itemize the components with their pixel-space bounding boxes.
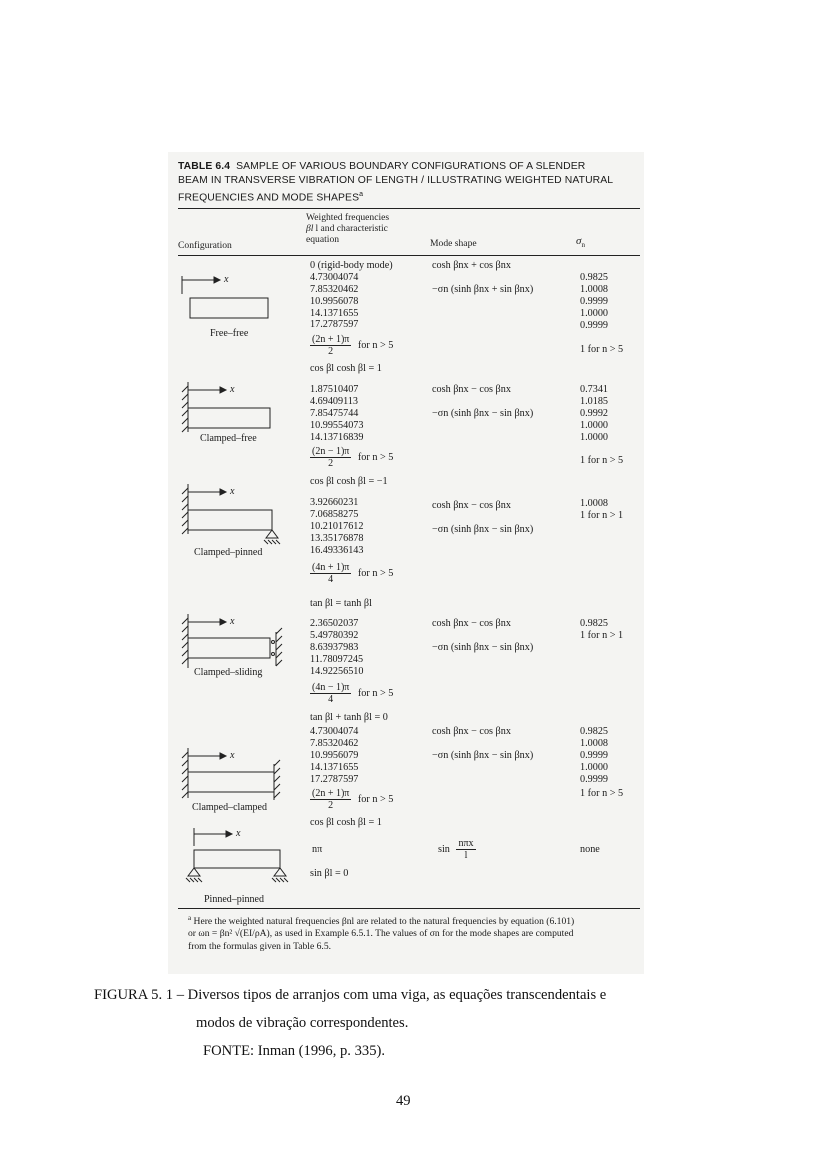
freq-formula-free-free: $\frac{(2n + 1)\pi}{2}$ for n > 5: [312, 334, 394, 357]
mode-pinned-pinned: sin $\frac{\text{nπx}}{l}$: [438, 838, 474, 861]
page-number: 49: [396, 1093, 411, 1109]
mode-clamped-clamped-1: cosh βnx − cos βnx: [432, 726, 511, 737]
table-title-line1: SAMPLE OF VARIOUS BOUNDARY CONFIGURATIONS OF A SLENDER: [236, 161, 586, 172]
freq-pinned-pinned: nπ: [312, 844, 323, 855]
table-footnote: $^a$ Here the weighted natural frequencies βnl are related to the natural frequencies by equation (6.101) or ωn = βn² √(EI/ρA), as used in Example 6.5.1. The values of σn for the mode shapes are computed from the formulas given in Table 6.5.: [188, 914, 575, 952]
header-bottom-rule: [178, 255, 640, 256]
table-bottom-rule: [178, 908, 640, 909]
mode-clamped-sliding-1: cosh βnx − cos βnx: [432, 618, 511, 629]
sigmas-clamped-pinned: 1.0008 1 for n > 1: [580, 498, 624, 521]
char-eq-clamped-clamped: cos βl cosh βl = 1: [310, 817, 382, 828]
sigma-pinned-pinned: none: [580, 844, 600, 855]
mode-clamped-pinned-2: −σn (sinh βnx − sin βnx): [432, 524, 534, 535]
table-number: TABLE 6.4: [178, 161, 231, 172]
sigma-free-free-limit: 1 for n > 5: [580, 344, 624, 355]
mode-clamped-clamped-2: −σn (sinh βnx − sin βnx): [432, 750, 534, 761]
freq-formula-clamped-sliding: $\frac{(4n - 1)\pi}{4}$ for n > 5: [312, 682, 394, 705]
char-eq-pinned-pinned: sin βl = 0: [310, 868, 349, 879]
table-title-line3: FREQUENCIES AND MODE SHAPES: [178, 192, 360, 204]
sigmas-clamped-sliding: 0.9825 1 for n > 1: [580, 618, 624, 641]
sigmas-clamped-clamped: 0.9825 1.0008 0.9999 1.0000 0.9999: [580, 726, 609, 785]
char-eq-clamped-pinned: tan βl = tanh βl: [310, 598, 372, 609]
figure-caption-line1: FIGURA 5. 1 – Diversos tipos de arranjos com uma viga, as equações transcendentais e: [94, 987, 607, 1003]
char-eq-free-free: cos βl cosh βl = 1: [310, 363, 382, 374]
sigma-clamped-clamped-limit: 1 for n > 5: [580, 788, 624, 799]
header-configuration: Configuration: [178, 240, 232, 251]
freqs-clamped-free: 1.87510407 4.69409113 7.85475744 10.99554073 14.13716839: [310, 384, 364, 443]
char-eq-clamped-free: cos βl cosh βl = −1: [310, 476, 388, 487]
sigmas-clamped-free: 0.7341 1.0185 0.9992 1.0000 1.0000: [580, 384, 609, 443]
freqs-clamped-sliding: 2.36502037 5.49780392 8.63937983 11.78097245 14.92256510: [310, 618, 364, 677]
mode-clamped-sliding-2: −σn (sinh βnx − sin βnx): [432, 642, 534, 653]
clamped-pinned-beam-diagram: [180, 482, 290, 546]
freq-formula-clamped-pinned: $\frac{(4n + 1)\pi}{4}$ for n > 5: [312, 562, 394, 585]
table-title: TABLE 6.4 SAMPLE OF VARIOUS BOUNDARY CONFIGURATIONS OF A SLENDER BEAM IN TRANSVERSE VIBRATION OF LENGTH / ILLUSTRATING WEIGHTED NATURAL FREQUENCIES AND MODE SHAPES$^a$: [178, 161, 614, 204]
config-label-clamped-pinned: Clamped–pinned: [194, 547, 263, 558]
char-eq-clamped-sliding: tan βl + tanh βl = 0: [310, 712, 388, 723]
figure-caption-line2: modos de vibração correspondentes.: [196, 1015, 409, 1031]
header-top-rule: [178, 208, 640, 209]
mode-free-free-1: cosh βnx + cos βnx: [432, 260, 511, 271]
clamped-clamped-beam-diagram: [180, 746, 290, 810]
config-label-free-free: Free–free: [210, 328, 249, 339]
scanned-table-image: TABLE 6.4 SAMPLE OF VARIOUS BOUNDARY CONFIGURATIONS OF A SLENDER BEAM IN TRANSVERSE VIBRATION OF LENGTH / ILLUSTRATING WEIGHTED NATURAL FREQUENCIES AND MODE SHAPES$^a$ Configuration Weighted frequencies βl l and characteristic equation Mode shape $\sigma_n$ x Free–free 0 (rigid-body mode) 4.73004074 7.85320462 10.9956078 14.1371655 17.2787597 $\frac{(2n + 1)\pi}{2}$ for n > 5 cos βl cosh βl = 1 cosh βnx + cos βnx −σn (sinh βnx + sin βnx) 0.9825 1.0008 0.9999 1.0000 0.9999 1 for n > 5 x Clamped–free 1.87510407 4.69409113 7.85475744 10.99554073 14.13716839 $\frac{(2n - 1)\pi}{2}$ for n > 5 cos βl cosh βl = −1 cosh βnx − cos βnx −σn (sinh βnx − sin βnx) 0.7341 1.0185 0.9992 1.0000 1.0000 1 for n > 5 x Clamped–pinned 3.92660231 7.06858275 10.21017612 13.35176878 16.49336143 $\frac{(4n + 1)\pi}{4}$ for n > 5 tan βl = tanh βl cosh βnx − cos βnx −σn (sinh βnx − sin βnx) 1.0008 1 for n > 1 x Clamped–sliding 2.36502037 5.49780392 8.63937983 11.78097245 14.92256510 $\frac{(4n - 1)\pi}{4}$ for n > 5 tan βl + tanh βl = 0 cosh βnx − cos βnx −σn (sinh βnx − sin βnx) 0.9825 1 for n > 1 x Clamped–clamped 4.73004074 7.85320462 10.9956079 14.1371655 17.2787597 $\frac{(2n + 1)\pi}{2}$ for n > 5 cos βl cosh βl = 1 cosh βnx − cos βnx −σn (sinh βnx − sin βnx) 0.9825 1.0008 0.9999 1.0000 0.9999 1 for n > 5 x Pinned–pinned nπ sin βl = 0 sin $\frac{\text{nπx}}{l}$ none $^a$ Here the weighted natural frequencies βnl are related to the natural frequencies by equation (6.101) or ωn = βn² √(EI/ρA), as used in Example 6.5.1. The values of σn for the mode shapes are computed from the formulas given in Table 6.5.: [168, 152, 644, 974]
config-label-clamped-free: Clamped–free: [200, 433, 257, 444]
config-label-pinned-pinned: Pinned–pinned: [204, 894, 264, 905]
freqs-free-free: 0 (rigid-body mode) 4.73004074 7.85320462 10.9956078 14.1371655 17.2787597: [310, 260, 393, 331]
freqs-clamped-pinned: 3.92660231 7.06858275 10.21017612 13.35176878 16.49336143: [310, 497, 364, 556]
mode-clamped-free-2: −σn (sinh βnx − sin βnx): [432, 408, 534, 419]
free-free-beam-diagram: [180, 270, 280, 330]
pinned-pinned-beam-diagram: [180, 828, 290, 884]
freq-formula-clamped-free: $\frac{(2n - 1)\pi}{2}$ for n > 5: [312, 446, 394, 469]
config-label-clamped-sliding: Clamped–sliding: [194, 667, 263, 678]
figure-source: FONTE: Inman (1996, p. 335).: [203, 1043, 385, 1059]
mode-clamped-free-1: cosh βnx − cos βnx: [432, 384, 511, 395]
sigmas-free-free: 0.9825 1.0008 0.9999 1.0000 0.9999: [580, 272, 609, 331]
header-sigma: $\sigma_n$: [576, 235, 585, 250]
mode-clamped-pinned-1: cosh βnx − cos βnx: [432, 500, 511, 511]
mode-free-free-2: −σn (sinh βnx + sin βnx): [432, 284, 534, 295]
sigma-clamped-free-limit: 1 for n > 5: [580, 455, 624, 466]
header-frequencies: Weighted frequencies βl l and characteristic equation: [306, 212, 390, 245]
header-mode-shape: Mode shape: [430, 238, 477, 249]
table-title-line2: BEAM IN TRANSVERSE VIBRATION OF LENGTH / ILLUSTRATING WEIGHTED NATURAL: [178, 175, 614, 186]
freqs-clamped-clamped: 4.73004074 7.85320462 10.9956079 14.1371655 17.2787597: [310, 726, 359, 785]
config-label-clamped-clamped: Clamped–clamped: [192, 802, 267, 813]
freq-formula-clamped-clamped: $\frac{(2n + 1)\pi}{2}$ for n > 5: [312, 788, 394, 811]
